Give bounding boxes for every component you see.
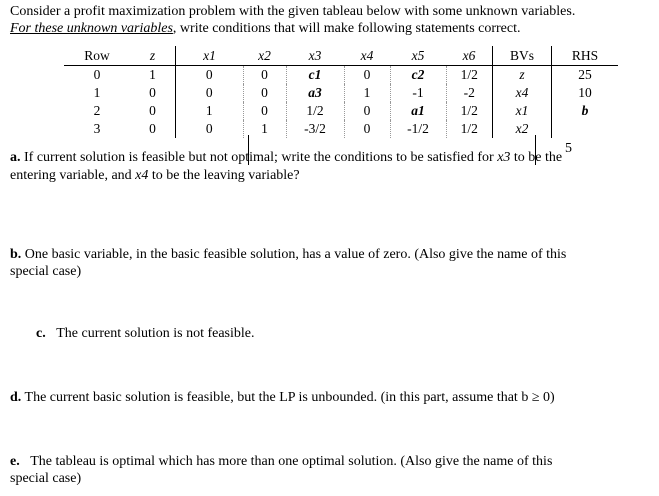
cell-x2: 0 (243, 102, 286, 120)
cell-x1: 0 (176, 84, 244, 102)
cell-x1: 1 (176, 102, 244, 120)
question-a-text-3: entering variable, and (10, 168, 136, 183)
cell-x5: c2 (390, 66, 446, 85)
header-x1: x1 (176, 46, 244, 66)
header-x5: x5 (390, 46, 446, 66)
header-z: z (130, 46, 176, 66)
cell-row: 1 (93, 85, 101, 100)
cell-x3: -3/2 (286, 120, 344, 138)
cell-x3: c1 (286, 66, 344, 85)
tableau-header-row (64, 46, 618, 66)
question-e-line-2: special case) (10, 471, 82, 486)
intro-line-2 (10, 21, 521, 37)
cell-bvs: x4 (493, 84, 552, 102)
cell-x4: 0 (344, 120, 390, 138)
intro-line-2-rest: , write conditions that will make following statements correct. (172, 21, 521, 36)
question-d-text: The current basic solution is feasible, but the LP is unbounded. (in this part, assume that b ≥ 0) (21, 390, 555, 405)
cell-x3: 1/2 (286, 102, 344, 120)
cell-bvs: x2 (493, 120, 552, 138)
question-a-line-1 (10, 150, 562, 166)
question-a-text-1: If current solution is feasible but not optimal; write the conditions to be satisfied for (20, 150, 498, 165)
question-points: 5 (565, 141, 572, 156)
cell-z: 0 (130, 120, 176, 138)
question-d (10, 390, 555, 406)
intro-underlined-phrase: For these unknown variables (10, 21, 173, 36)
question-b-label: b. (10, 247, 22, 262)
cell-bvs: z (493, 66, 552, 85)
cell-row: 0 (93, 67, 101, 82)
question-a-text-4: to be the leaving variable? (148, 168, 300, 183)
cell-x6: -2 (446, 84, 493, 102)
question-b-line-2: special case) (10, 264, 82, 279)
cell-x1: 0 (176, 120, 244, 138)
cell-x4: 0 (344, 102, 390, 120)
cell-x5: -1/2 (390, 120, 446, 138)
question-a-label: a. (10, 150, 21, 165)
cell-z: 1 (130, 66, 176, 85)
cell-rhs: 10 (578, 85, 592, 100)
header-x3: x3 (286, 46, 344, 66)
question-a-var-x4: x4 (135, 168, 149, 183)
cell-x2: 1 (243, 120, 286, 138)
question-c (36, 326, 255, 342)
header-rhs: RHS (552, 46, 619, 66)
question-b-text: One basic variable, in the basic feasible solution, has a value of zero. (Also give the name of this (21, 247, 567, 262)
cell-x2: 0 (243, 84, 286, 102)
question-a-line-2 (10, 168, 300, 184)
cell-x4: 0 (344, 66, 390, 85)
cell-x5: a1 (390, 102, 446, 120)
question-e-line-1 (10, 454, 552, 470)
cell-x1: 0 (176, 66, 244, 85)
cell-x6: 1/2 (446, 102, 493, 120)
header-bvs: BVs (493, 46, 552, 66)
cell-rhs: 25 (578, 67, 592, 82)
question-a-var-x3: x3 (497, 150, 511, 165)
intro-line-1: Consider a profit maximization problem with the given tableau below with some unknown variables. (10, 4, 576, 19)
cell-row: 3 (93, 121, 101, 136)
cell-rhs: b (581, 103, 589, 118)
tableau-row (64, 84, 618, 102)
header-x2: x2 (243, 46, 286, 66)
cell-z: 0 (130, 102, 176, 120)
cell-x5: -1 (390, 84, 446, 102)
question-e-text: The tableau is optimal which has more than one optimal solution. (Also give the name of this (30, 454, 553, 469)
cell-x2: 0 (243, 66, 286, 85)
header-x4: x4 (344, 46, 390, 66)
tableau-row (64, 66, 618, 85)
question-a-text-2: to be the (510, 150, 563, 165)
question-d-label: d. (10, 390, 22, 405)
cell-x6: 1/2 (446, 120, 493, 138)
cell-rhs (552, 120, 619, 138)
simplex-tableau (64, 46, 618, 138)
question-c-label: c. (36, 326, 46, 341)
question-e-label: e. (10, 454, 20, 469)
cell-x3: a3 (286, 84, 344, 102)
header-x6: x6 (446, 46, 493, 66)
tableau-row (64, 102, 618, 120)
question-c-text: The current solution is not feasible. (56, 326, 255, 341)
cell-row: 2 (93, 103, 101, 118)
cell-x4: 1 (344, 84, 390, 102)
question-b-line-1 (10, 247, 566, 263)
header-row: Row (64, 46, 130, 66)
cell-bvs: x1 (493, 102, 552, 120)
cell-z: 0 (130, 84, 176, 102)
cell-x6: 1/2 (446, 66, 493, 85)
